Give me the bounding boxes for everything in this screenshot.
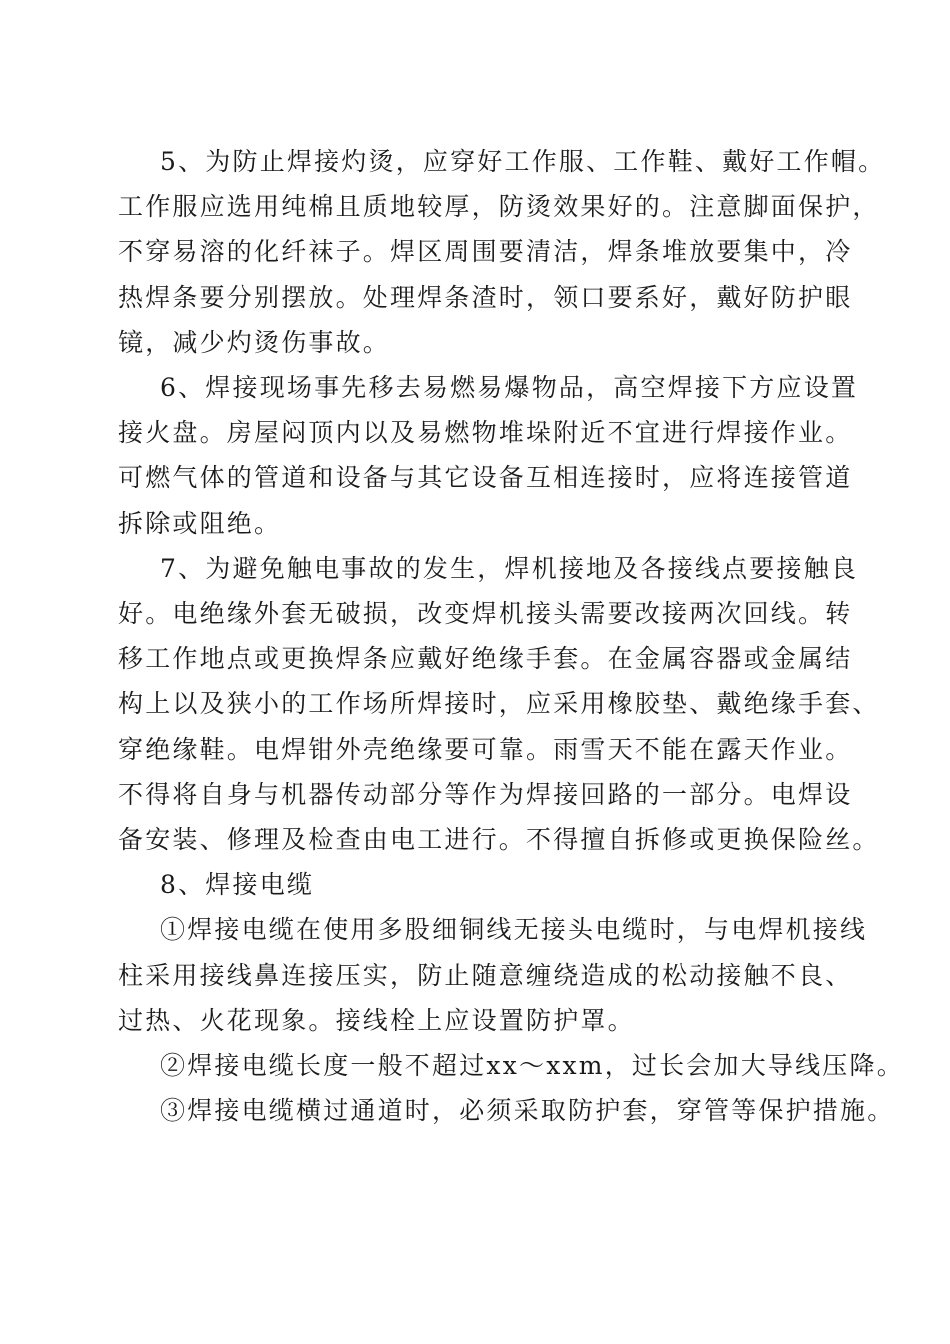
text-line: 不得将自身与机器传动部分等作为焊接回路的一部分。电焊设: [118, 779, 853, 809]
text-line: 好。电绝缘外套无破损，改变焊机接头需要改接两次回线。转: [118, 599, 853, 629]
text-line: 6、焊接现场事先移去易燃易爆物品，高空焊接下方应设置: [160, 373, 859, 403]
text-line: 穿绝缘鞋。电焊钳外壳绝缘要可靠。雨雪天不能在露天作业。: [118, 734, 853, 764]
text-line: 过热、火花现象。接线栓上应设置防护罩。: [118, 1005, 635, 1035]
paragraph-cable-item-2: [118, 1043, 904, 1088]
document-body: [118, 139, 904, 1133]
text-line: 移工作地点或更换焊条应戴好绝缘手套。在金属容器或金属结: [118, 644, 853, 674]
paragraph-7-electric-shock-prevention: [118, 546, 880, 862]
text-line: ②焊接电缆长度一般不超过xx～xxm，过长会加大导线压降。: [160, 1051, 904, 1081]
paragraph-cable-item-1: [118, 907, 868, 1043]
text-line: 备安装、修理及检查由电工进行。不得擅自拆修或更换保险丝。: [118, 825, 880, 855]
text-line: 接火盘。房屋闷顶内以及易燃物堆垛附近不宜进行焊接作业。: [118, 418, 853, 448]
paragraph-cable-item-3: [118, 1088, 895, 1133]
text-line: 柱采用接线鼻连接压实，防止随意缠绕造成的松动接触不良、: [118, 960, 853, 990]
paragraph-5-burn-prevention: [118, 139, 886, 365]
text-line: 镜，减少灼烫伤事故。: [118, 327, 391, 357]
text-line: 7、为避免触电事故的发生，焊机接地及各接线点要接触良: [160, 553, 859, 583]
text-line: 热焊条要分别摆放。处理焊条渣时，领口要系好，戴好防护眼: [118, 282, 853, 312]
text-line: ①焊接电缆在使用多股细铜线无接头电缆时，与电焊机接线: [160, 915, 868, 945]
paragraph-6-fire-prevention: [118, 365, 859, 546]
section-heading-welding-cable: [118, 862, 848, 907]
text-line: ③焊接电缆横过通道时，必须采取防护套，穿管等保护措施。: [160, 1096, 895, 1126]
text-line: 5、为防止焊接灼烫，应穿好工作服、工作鞋、戴好工作帽。: [160, 147, 886, 176]
text-line: 拆除或阻绝。: [118, 508, 282, 538]
text-line: 工作服应选用纯棉且质地较厚，防烫效果好的。注意脚面保护，: [118, 192, 880, 222]
text-line: 构上以及狭小的工作场所焊接时，应采用橡胶垫、戴绝缘手套、: [118, 689, 880, 719]
text-line: 8、焊接电缆: [160, 870, 315, 900]
text-line: 可燃气体的管道和设备与其它设备互相连接时，应将连接管道: [118, 463, 853, 493]
text-line: 不穿易溶的化纤袜子。焊区周围要清洁，焊条堆放要集中，冷: [118, 237, 853, 267]
